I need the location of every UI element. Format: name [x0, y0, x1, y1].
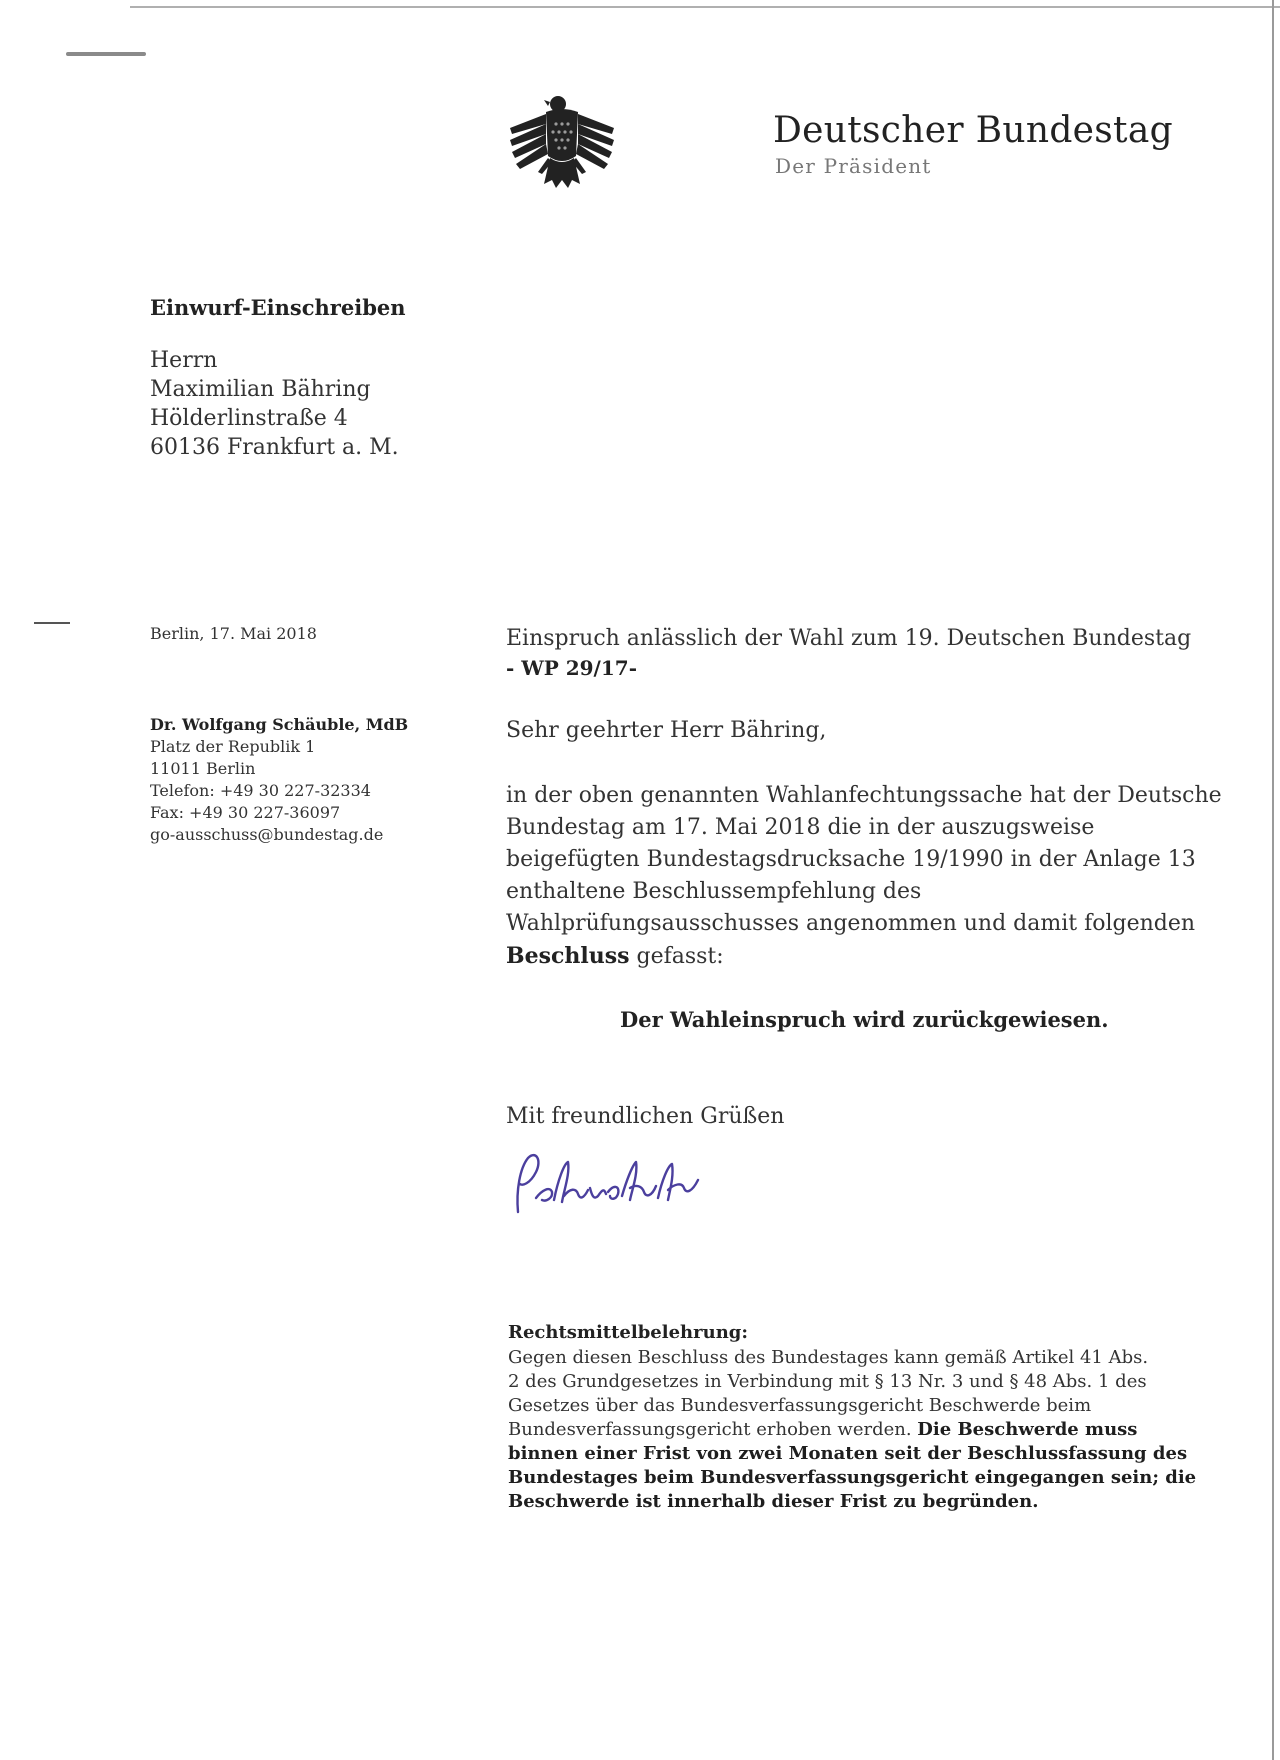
legal-notice-body: [508, 1346, 1197, 1514]
handwritten-signature: [506, 1140, 726, 1230]
body-line: enthaltene Beschlussempfehlung des: [506, 879, 922, 904]
legal-notice-title: Rechtsmittelbelehrung:: [508, 1322, 749, 1343]
legal-line: Beschwerde ist innerhalb dieser Frist zu begründen.: [508, 1491, 1039, 1512]
recipient-street: Hölderlinstraße 4: [150, 406, 348, 431]
sender-city: 11011 Berlin: [150, 759, 256, 778]
legal-line: 2 des Grundgesetzes in Verbindung mit § 13 Nr. 3 und § 48 Abs. 1 des: [508, 1371, 1147, 1392]
sender-street: Platz der Republik 1: [150, 737, 316, 756]
subject-line: Einspruch anlässlich der Wahl zum 19. Deutschen Bundestag: [506, 626, 1192, 651]
body-line-last: [506, 940, 1226, 973]
organization-office: Der Präsident: [775, 154, 932, 178]
scan-edge-right: [1272, 0, 1274, 1760]
legal-line: Bundestages beim Bundesverfassungsgericht eingegangen sein; die: [508, 1467, 1197, 1488]
staple-mark: [66, 52, 146, 56]
legal-line-regular: Bundesverfassungsgericht erhoben werden.: [508, 1419, 918, 1440]
organization-name: Deutscher Bundestag: [773, 110, 1173, 151]
recipient-city: 60136 Frankfurt a. M.: [150, 435, 399, 460]
salutation: Sehr geehrter Herr Bähring,: [506, 718, 827, 743]
body-line: in der oben genannten Wahlanfechtungssache hat der Deutsche: [506, 783, 1222, 808]
subject-reference: - WP 29/17-: [506, 656, 637, 680]
body-line: Wahlprüfungsausschusses angenommen und damit folgenden: [506, 911, 1196, 936]
recipient-salutation: Herrn: [150, 348, 218, 373]
recipient-address: [150, 346, 399, 462]
recipient-name: Maximilian Bähring: [150, 377, 371, 402]
legal-line: Gegen diesen Beschluss des Bundestages kann gemäß Artikel 41 Abs.: [508, 1347, 1149, 1368]
scan-edge-top: [130, 6, 1280, 8]
body-paragraph: [506, 780, 1226, 973]
federal-eagle-icon: [506, 92, 618, 192]
sender-fax: Fax: +49 30 227-36097: [150, 803, 341, 822]
legal-line: binnen einer Frist von zwei Monaten seit der Beschlussfassung des: [508, 1443, 1188, 1464]
legal-line: [508, 1418, 1188, 1442]
delivery-method: Einwurf-Einschreiben: [150, 295, 406, 320]
body-line: Bundestag am 17. Mai 2018 die in der auszugsweise: [506, 815, 1095, 840]
sender-block: [150, 714, 408, 846]
legal-line-bold: Die Beschwerde muss: [917, 1419, 1138, 1440]
date-line: Berlin, 17. Mai 2018: [150, 624, 317, 643]
body-bold-word: Beschluss: [506, 943, 630, 969]
body-line: beigefügten Bundestagsdrucksache 19/1990 in der Anlage 13: [506, 847, 1196, 872]
sender-phone: Telefon: +49 30 227-32334: [150, 781, 371, 800]
decision-statement: Der Wahleinspruch wird zurückgewiesen.: [620, 1007, 1109, 1032]
sender-email: go-ausschuss@bundestag.de: [150, 825, 384, 844]
body-line-rest: gefasst:: [629, 944, 724, 969]
sender-name: Dr. Wolfgang Schäuble, MdB: [150, 715, 409, 734]
closing-phrase: Mit freundlichen Grüßen: [506, 1104, 785, 1129]
fold-mark: [34, 622, 70, 624]
legal-line: Gesetzes über das Bundesverfassungsgericht Beschwerde beim: [508, 1395, 1092, 1416]
